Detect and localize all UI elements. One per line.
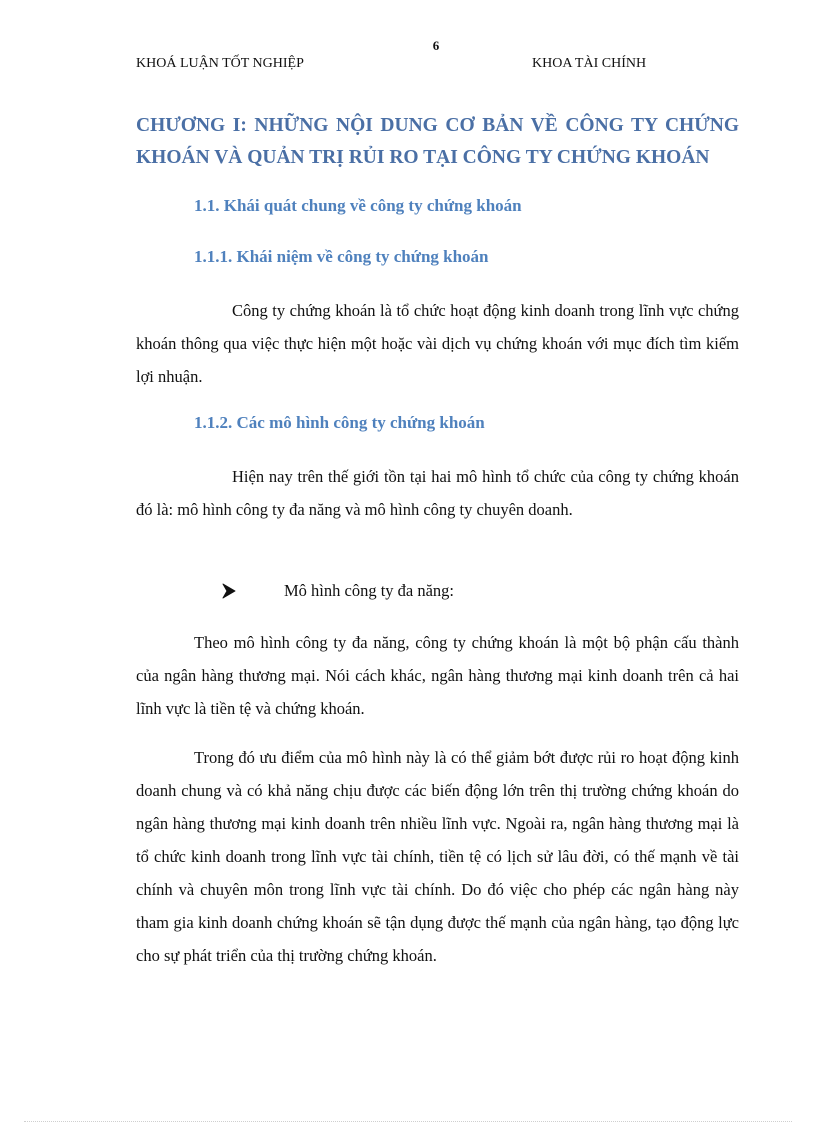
paragraph-universal-model: Theo mô hình công ty đa năng, công ty chứng khoán là một bộ phận cấu thành của ngân hàng thương mại. Nói cách khác, ngân hàng thương mại kinh doanh trên cả hai lĩnh vực là tiền tệ và chứng khoán. (136, 633, 739, 718)
section-heading-1-1-2: 1.1.2. Các mô hình công ty chứng khoán (194, 413, 485, 432)
section-heading-1-1: 1.1. Khái quát chung về công ty chứng khoán (194, 196, 522, 215)
running-header-left: KHOÁ LUẬN TỐT NGHIỆP (136, 56, 304, 71)
running-header-right: KHOA TÀI CHÍNH (532, 56, 647, 71)
paragraph-models-intro: Hiện nay trên thế giới tồn tại hai mô hình tổ chức của công ty chứng khoán đó là: mô hình công ty đa năng và mô hình công ty chuyên doanh. (136, 467, 739, 519)
page-bottom-divider (24, 1121, 792, 1122)
arrowhead-bullet-icon (222, 577, 236, 605)
bullet-label: Mô hình công ty đa năng: (284, 581, 455, 600)
chapter-title: CHƯƠNG I: NHỮNG NỘI DUNG CƠ BẢN VỀ CÔNG TY CHỨNG KHOÁN VÀ QUẢN TRỊ RỦI RO TẠI CÔNG TY CHỨNG KHOÁN (136, 115, 739, 168)
section-heading-1-1-1: 1.1.1. Khái niệm về công ty chứng khoán (194, 247, 489, 266)
page-number: 6 (432, 38, 440, 53)
paragraph-advantages: Trong đó ưu điểm của mô hình này là có thể giảm bớt được rủi ro hoạt động kinh doanh chung và có khả năng chịu được các biến động lớn trên thị trường chứng khoán do ngân hàng thương mại kinh doanh trên nhiều lĩnh vực. Ngoài ra, ngân hàng thương mại là tổ chức kinh doanh trong lĩnh vực tài chính, tiền tệ có lịch sử lâu đời, có thế mạnh về tài chính và chuyên môn trong lĩnh vực tài chính. Do đó việc cho phép các ngân hàng này tham gia kinh doanh chứng khoán sẽ tận dụng được thế mạnh của ngân hàng, tạo động lực cho sự phát triển của thị trường chứng khoán. (136, 748, 739, 965)
paragraph-definition: Công ty chứng khoán là tổ chức hoạt động kinh doanh trong lĩnh vực chứng khoán thông qua việc thực hiện một hoặc vài dịch vụ chứng khoán với mục đích tìm kiếm lợi nhuận. (136, 301, 739, 386)
